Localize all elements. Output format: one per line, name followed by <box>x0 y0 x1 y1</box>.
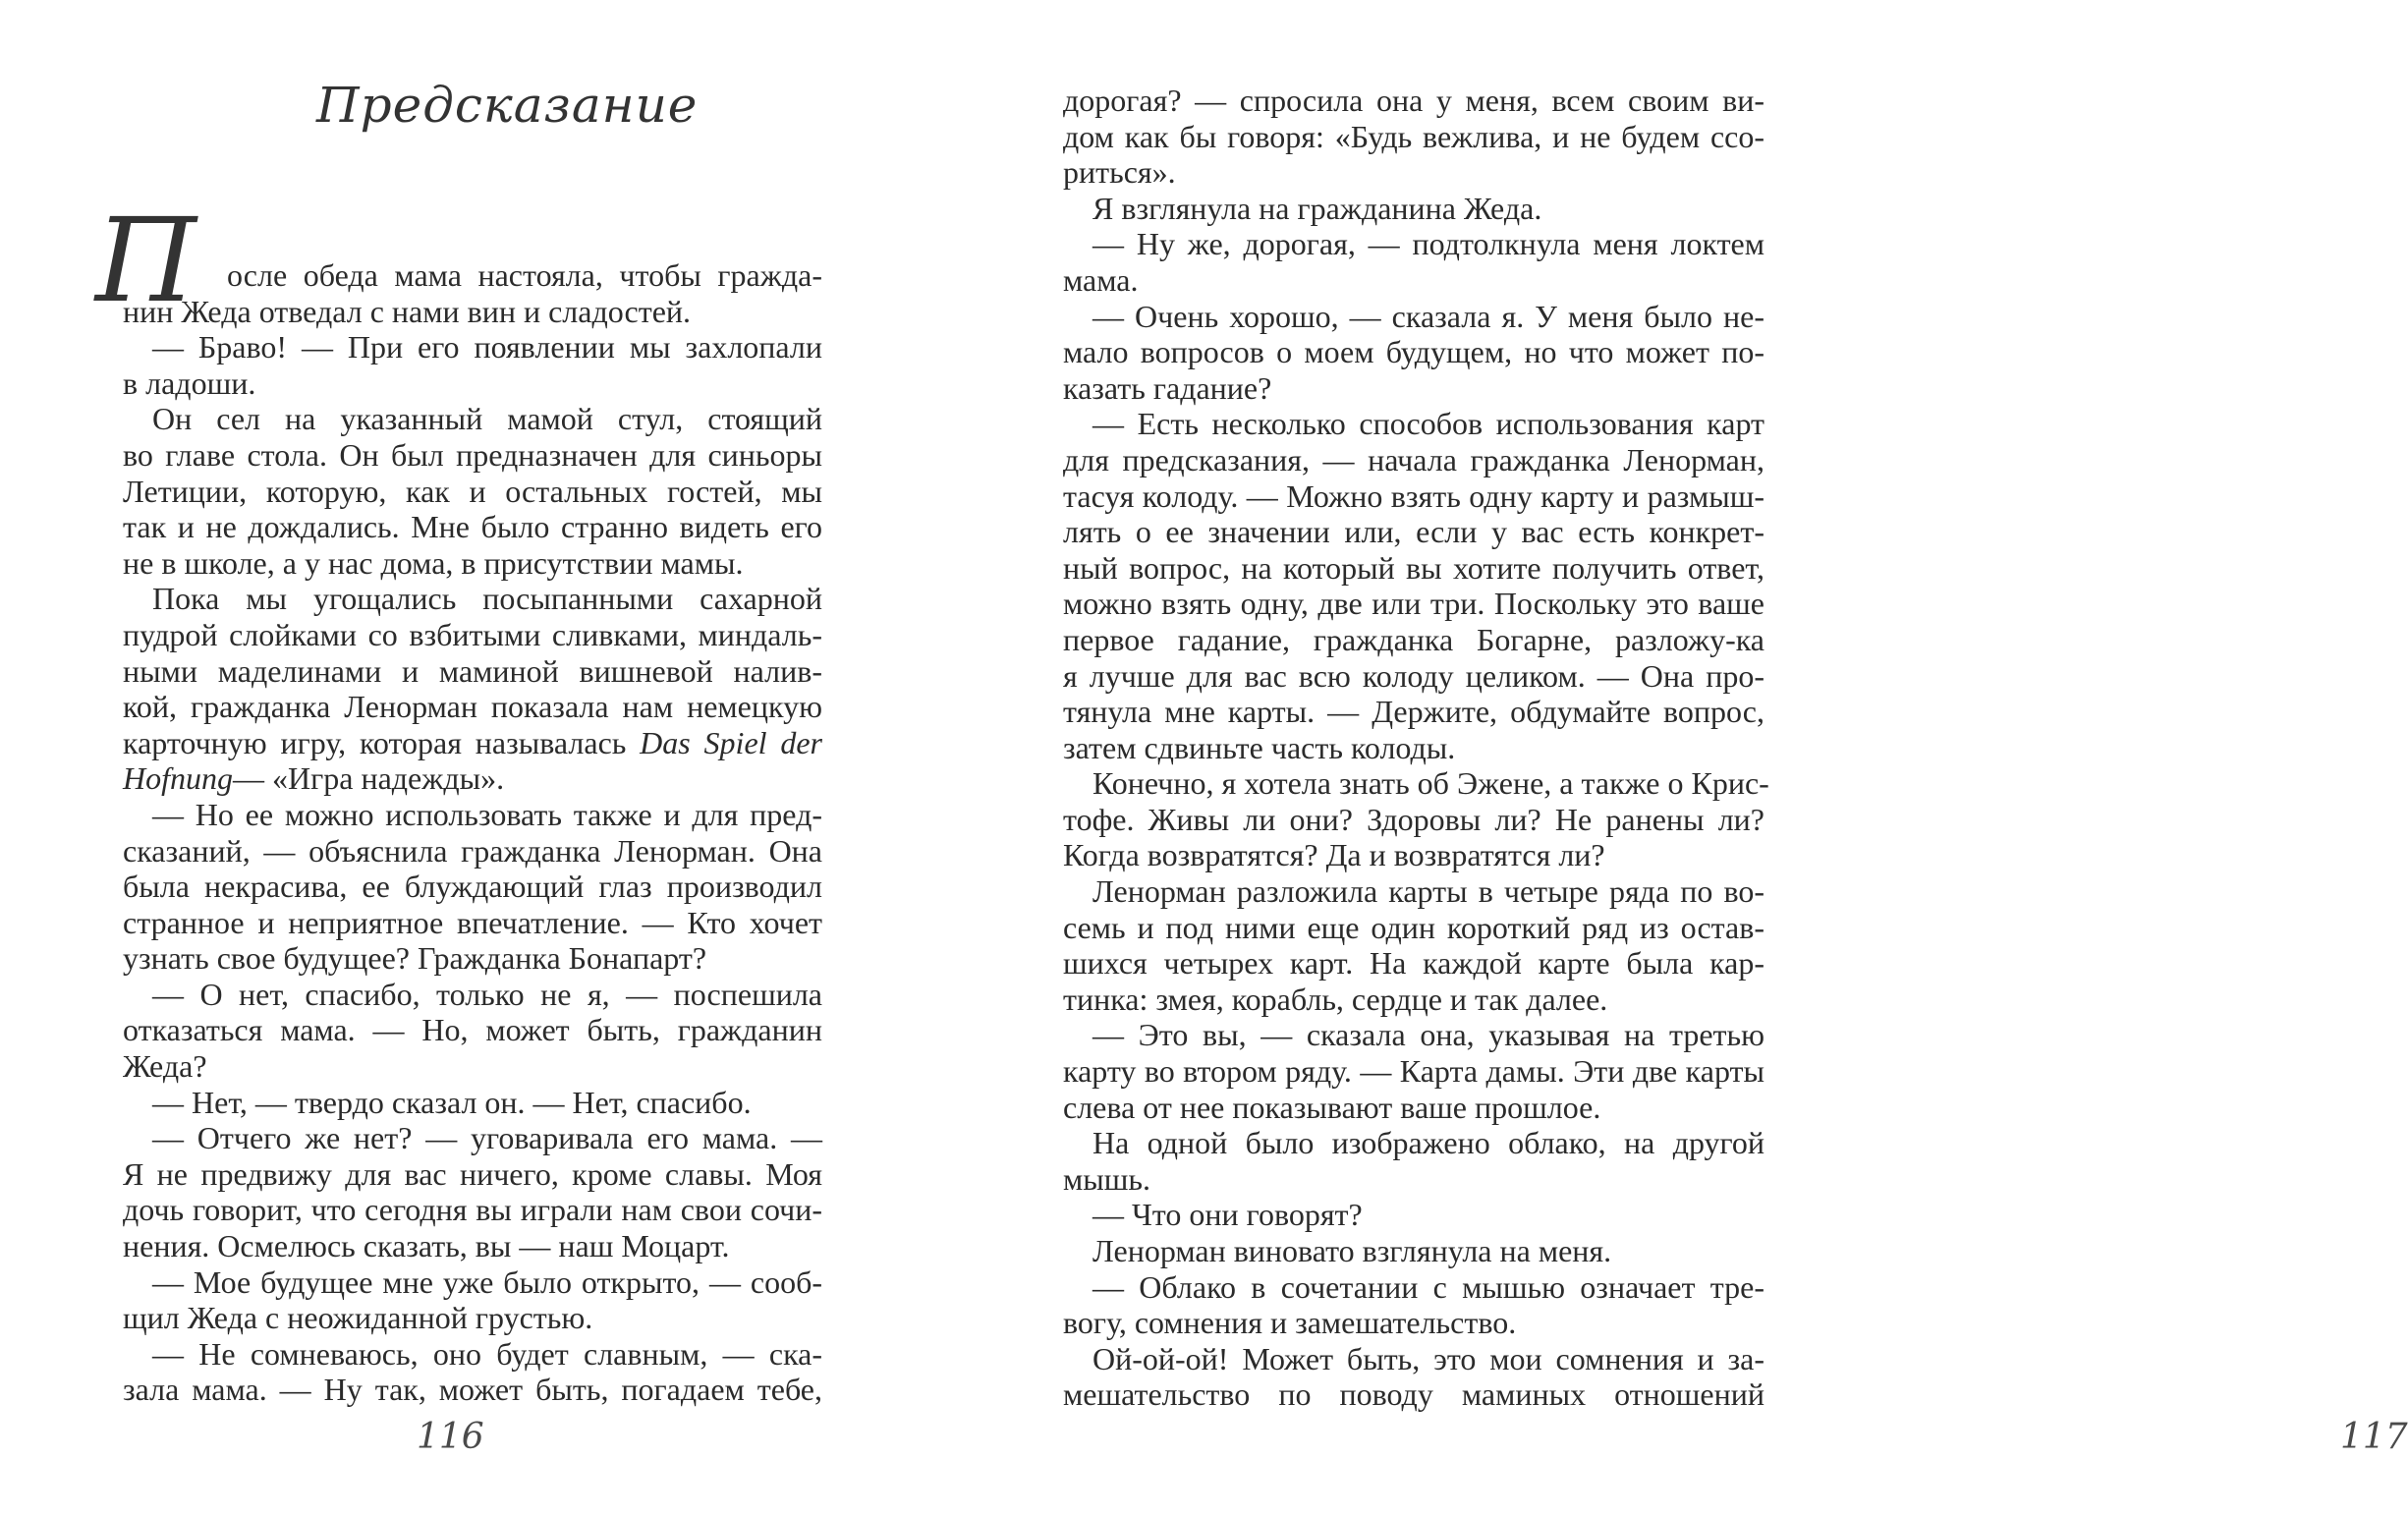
line-text: узнать свое будущее? Гражданка Бонапарт? <box>123 940 707 977</box>
text-line <box>1063 873 1764 910</box>
line-text: — Мое будущее мне уже было открыто, — сооб- <box>152 1263 822 1300</box>
text-line <box>1063 1017 1764 1053</box>
text-line <box>123 329 822 365</box>
text-line <box>123 689 822 725</box>
text-line <box>123 1264 822 1301</box>
text-line <box>123 365 822 402</box>
line-text: мама. <box>1063 261 1139 298</box>
italic-title-fragment: Hofnung <box>123 760 233 797</box>
line-text: тинка: змея, корабль, сердце и так далее. <box>1063 981 1608 1017</box>
line-text: Конечно, я хотела знать об Эжене, а также о Крис- <box>1092 765 1769 802</box>
text-line <box>123 1120 822 1156</box>
text-line <box>123 1372 822 1408</box>
right-page <box>941 0 2408 1515</box>
line-text: — Что они говорят? <box>1092 1197 1363 1233</box>
line-text: мешательство по поводу маминых отношений <box>1063 1376 1764 1413</box>
text-line <box>123 1192 822 1228</box>
line-text: — Облако в сочетании с мышью означает тре- <box>1092 1268 1764 1305</box>
page-number-right: 117 <box>2340 1417 2408 1457</box>
chapter-title: Предсказание <box>316 77 699 134</box>
line-text: для предсказания, — начала гражданка Ленорман, <box>1063 441 1764 477</box>
text-line <box>1063 299 1764 335</box>
line-text: риться». <box>1063 154 1176 191</box>
text-line <box>123 509 822 545</box>
line-text: зала мама. — Ну так, может быть, погадаем тебе, <box>123 1372 822 1408</box>
text-line <box>1063 586 1764 622</box>
text-line <box>1063 1125 1764 1161</box>
line-text: в ладоши. <box>123 365 256 401</box>
line-text: была некрасива, ее блуждающий глаз производил <box>123 869 822 905</box>
text-line <box>123 581 822 617</box>
line-text: Он сел на указанный мамой стул, стоящий <box>152 401 822 437</box>
text-line <box>1063 406 1764 442</box>
left-page <box>0 0 941 1515</box>
line-text: мышь. <box>1063 1160 1150 1197</box>
text-line <box>1063 910 1764 946</box>
text-line <box>1063 262 1764 299</box>
line-text: — Но ее можно использовать также и для пред- <box>152 796 822 832</box>
line-text: — Очень хорошо, — сказала я. У меня было не- <box>1092 298 1764 334</box>
line-text: пудрой слойками со взбитыми сливками, миндаль- <box>123 616 822 652</box>
page-number-left: 116 <box>417 1417 484 1457</box>
drop-cap: П <box>95 193 196 328</box>
text-line <box>123 977 822 1013</box>
text-line <box>1063 1090 1764 1126</box>
text-line <box>1063 1197 1764 1233</box>
line-text: — «Игра надежды». <box>233 760 505 797</box>
text-line <box>1063 550 1764 587</box>
text-line <box>1063 658 1764 695</box>
line-text: осле обеда мама настояла, чтобы гражда- <box>227 257 822 293</box>
line-text: дорогая? — спросила она у меня, всем своим ви- <box>1063 83 1764 118</box>
text-line <box>1063 226 1764 262</box>
line-text: я лучше для вас всю колоду целиком. — Она про- <box>1063 657 1764 694</box>
line-text: На одной было изображено облако, на другой <box>1092 1125 1764 1161</box>
line-text: — Это вы, — сказала она, указывая на третью <box>1092 1017 1764 1053</box>
line-text: слева от нее показывают ваше прошлое. <box>1063 1089 1601 1125</box>
text-line <box>1063 442 1764 478</box>
text-line <box>1063 694 1764 730</box>
text-line <box>123 474 822 510</box>
text-line <box>123 653 822 690</box>
line-text: — Отчего же нет? — уговаривала его мама. — <box>152 1120 822 1156</box>
text-line <box>123 401 822 437</box>
text-line <box>123 905 822 941</box>
line-text: кой, гражданка Ленорман показала нам немецкую <box>123 689 822 725</box>
text-line <box>123 545 822 582</box>
text-line <box>1063 622 1764 658</box>
text-line <box>123 833 822 870</box>
line-text: тасуя колоду. — Можно взять одну карту и размыш- <box>1063 477 1764 514</box>
line-text: — Нет, — твердо сказал он. — Нет, спасибо. <box>152 1084 752 1120</box>
line-text: ными маделинами и маминой вишневой налив- <box>123 652 822 689</box>
text-line <box>123 725 822 761</box>
text-line <box>123 1156 822 1193</box>
text-line <box>1063 945 1764 982</box>
text-line <box>1063 1305 1764 1341</box>
line-text: карточную игру, которая называлась <box>123 724 641 760</box>
line-text: — О нет, спасибо, только не я, — поспешила <box>152 976 822 1012</box>
line-text: — Не сомневаюсь, оно будет славным, — ска- <box>152 1335 822 1372</box>
line-text: можно взять одну, две или три. Поскольку это ваше <box>1063 586 1764 622</box>
text-line <box>1063 730 1764 766</box>
text-line <box>123 940 822 977</box>
text-line <box>1063 119 1764 155</box>
text-line <box>1063 765 1769 802</box>
text-line <box>1063 370 1764 407</box>
right-page-text <box>1063 83 1769 1413</box>
line-text: затем сдвиньте часть колоды. <box>1063 729 1456 765</box>
line-text: не в школе, а у нас дома, в присутствии мамы. <box>123 544 744 581</box>
text-line <box>1063 1376 1764 1413</box>
text-line <box>123 1085 822 1121</box>
text-line <box>123 869 822 905</box>
line-text: Ой-ой-ой! Может быть, это мои сомнения и за- <box>1092 1340 1764 1376</box>
line-text: ный вопрос, на который вы хотите получить ответ, <box>1063 549 1764 586</box>
line-text: тофе. Живы ли они? Здоровы ли? Не ранены ли? <box>1063 801 1764 837</box>
text-line <box>1063 1161 1764 1198</box>
line-text: казать гадание? <box>1063 369 1272 406</box>
text-line <box>1063 83 1764 119</box>
line-text: Жеда? <box>123 1048 207 1085</box>
line-text: Когда возвратятся? Да и возвратятся ли? <box>1063 837 1605 873</box>
line-text: странное и неприятное впечатление. — Кто хочет <box>123 904 822 940</box>
line-text: Я не предвижу для вас ничего, кроме славы. Моя <box>123 1155 822 1192</box>
text-line <box>123 760 822 797</box>
text-line <box>1063 334 1764 370</box>
text-line <box>1063 478 1764 515</box>
line-text: дом как бы говоря: «Будь вежлива, и не будем ссо- <box>1063 118 1764 154</box>
text-line <box>1063 1269 1764 1306</box>
line-text: мало вопросов о моем будущем, но что может по- <box>1063 334 1764 370</box>
line-text: — Браво! — При его появлении мы захлопали <box>152 329 822 365</box>
text-line <box>1063 191 1764 227</box>
text-line <box>123 1048 822 1085</box>
line-text: отказаться мама. — Но, может быть, гражданин <box>123 1012 822 1048</box>
line-text: Летиции, которую, как и остальных гостей, мы <box>123 473 822 509</box>
line-text: карту во втором ряду. — Карта дамы. Эти две карты <box>1063 1053 1764 1090</box>
text-line <box>1063 837 1764 873</box>
line-text: щил Жеда с неожиданной грустью. <box>123 1300 593 1336</box>
line-text: тянула мне карты. — Держите, обдумайте вопрос, <box>1063 694 1764 730</box>
text-line <box>123 1012 822 1048</box>
line-text: Я взглянула на гражданина Жеда. <box>1092 190 1542 226</box>
text-line <box>123 617 822 653</box>
line-text: — Есть несколько способов использования карт <box>1092 406 1764 442</box>
left-page-text <box>95 193 822 1408</box>
text-line <box>1063 514 1764 550</box>
line-text: нения. Осмелюсь сказать, вы — наш Моцарт. <box>123 1228 730 1264</box>
line-text: лять о ее значении или, если у вас есть конкрет- <box>1063 514 1764 550</box>
text-line <box>123 1300 822 1336</box>
text-line <box>1063 154 1764 191</box>
line-text: — Ну же, дорогая, — подтолкнула меня локтем <box>1092 226 1764 262</box>
line-text: Ленорман разложила карты в четыре ряда по во- <box>1092 873 1764 910</box>
text-line <box>1063 982 1764 1018</box>
text-line <box>1063 1053 1764 1090</box>
text-line <box>123 437 822 474</box>
line-text: Ленорман виновато взглянула на меня. <box>1092 1233 1612 1268</box>
line-text: так и не дождались. Мне было странно видеть его <box>123 509 822 545</box>
line-text: первое гадание, гражданка Богарне, разложу-ка <box>1063 621 1764 657</box>
line-text: сказаний, — объяснила гражданка Ленорман. Она <box>123 832 822 869</box>
text-line <box>123 1336 822 1373</box>
text-line <box>123 1228 822 1264</box>
text-line <box>123 294 822 330</box>
italic-title-fragment: Das Spiel der <box>640 724 822 760</box>
text-line <box>1063 1341 1764 1377</box>
text-line <box>123 797 822 833</box>
line-text: нин Жеда отведал с нами вин и сладостей. <box>123 293 692 329</box>
line-text: шихся четырех карт. На каждой карте была кар- <box>1063 945 1764 982</box>
line-text: дочь говорит, что сегодня вы играли нам свои сочи- <box>123 1192 822 1228</box>
line-text: вогу, сомнения и замешательство. <box>1063 1305 1517 1341</box>
line-text: во главе стола. Он был предназначен для синьоры <box>123 436 822 473</box>
text-line <box>1063 1233 1764 1269</box>
line-text: семь и под ними еще один короткий ряд из остав- <box>1063 909 1764 945</box>
line-text: Пока мы угощались посыпанными сахарной <box>152 581 822 617</box>
text-line <box>1063 802 1764 838</box>
